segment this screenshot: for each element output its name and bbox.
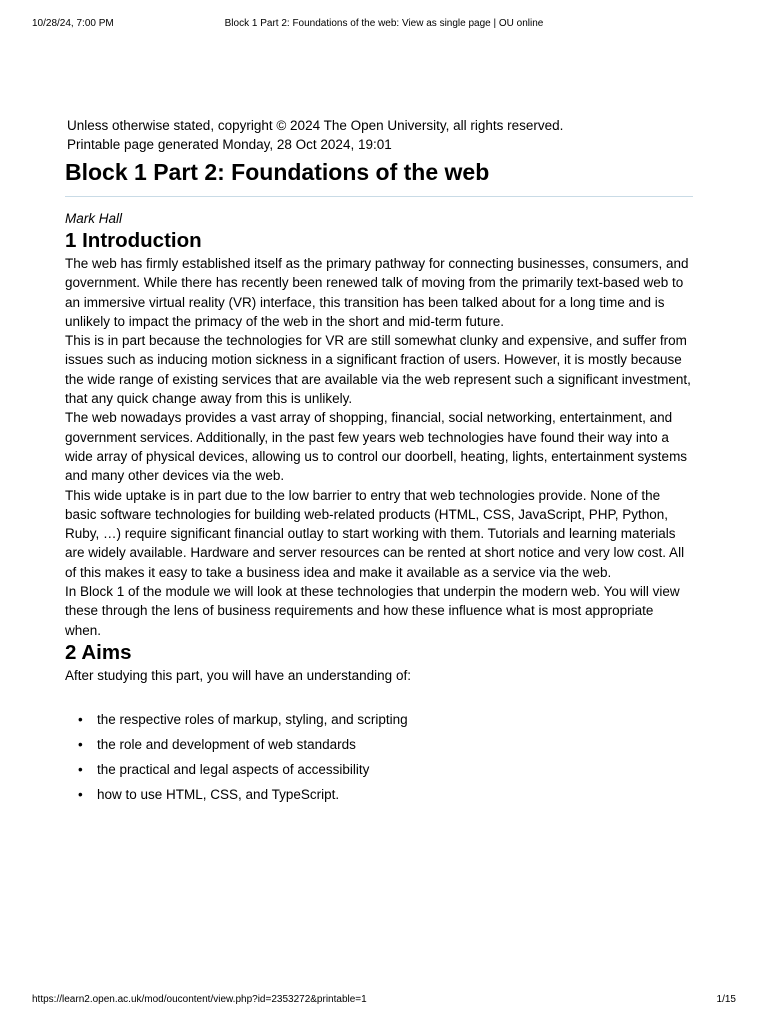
aims-intro: After studying this part, you will have an understanding of: bbox=[65, 667, 411, 683]
print-datetime: 10/28/24, 7:00 PM bbox=[32, 18, 114, 29]
list-item bbox=[65, 710, 693, 729]
bullet-icon: • bbox=[78, 762, 83, 778]
document-content bbox=[65, 116, 693, 810]
list-item-text: the respective roles of markup, styling, and scripting bbox=[97, 712, 408, 728]
generated-timestamp: Printable page generated Monday, 28 Oct 2024, 19:01 bbox=[67, 137, 392, 152]
title-divider bbox=[65, 196, 693, 197]
print-header bbox=[32, 17, 736, 31]
intro-paragraph: This is in part because the technologies for VR are still somewhat clunky and expensive, and suffer from issues such as inducing motion sickness in a significant fraction of users. However, it is mostly because the wide range of existing services that are available via the web represent such a significant investment, that any quick change away from this is unlikely. bbox=[65, 333, 691, 407]
aims-list bbox=[65, 710, 693, 804]
bullet-icon: • bbox=[78, 787, 83, 803]
author-name: Mark Hall bbox=[65, 211, 123, 226]
list-item bbox=[65, 760, 693, 779]
copyright-notice: Unless otherwise stated, copyright © 2024 The Open University, all rights reserved. bbox=[67, 118, 564, 133]
intro-paragraph: The web nowadays provides a vast array of shopping, financial, social networking, entertainment, and government services. Additionally, in the past few years web technologies have found their way into a wide array of physical devices, allowing us to control our doorbell, heating, lights, entertainment systems and many other devices via the web. bbox=[65, 410, 688, 484]
introduction-heading: 1 Introduction bbox=[65, 229, 202, 252]
aims-heading: 2 Aims bbox=[65, 640, 132, 664]
list-item bbox=[65, 735, 693, 754]
introduction-section bbox=[65, 228, 693, 640]
print-page-title: Block 1 Part 2: Foundations of the web: View as single page | OU online bbox=[224, 18, 544, 29]
bullet-icon: • bbox=[78, 737, 83, 753]
page-number: 1/15 bbox=[716, 994, 736, 1005]
bullet-icon: • bbox=[78, 712, 83, 728]
list-item-text: the role and development of web standards bbox=[97, 737, 356, 753]
print-url: https://learn2.open.ac.uk/mod/oucontent/view.php?id=2353272&printable=1 bbox=[32, 994, 367, 1005]
intro-paragraph: In Block 1 of the module we will look at these technologies that underpin the modern web. You will view these through the lens of business requirements and how these influence what is most appropriate when. bbox=[65, 584, 680, 638]
list-item-text: how to use HTML, CSS, and TypeScript. bbox=[97, 787, 340, 803]
list-item-text: the practical and legal aspects of accessibility bbox=[97, 762, 370, 778]
page-title: Block 1 Part 2: Foundations of the web bbox=[65, 159, 490, 185]
print-footer bbox=[32, 993, 736, 1007]
intro-paragraph: This wide uptake is in part due to the low barrier to entry that web technologies provide. None of the basic software technologies for building web-related products (HTML, CSS, JavaScript, PHP, Python, Ruby, …) require significant financial outlay to start working with them. Tutorials and learning materials are widely available. Hardware and server resources can be rented at short notice and very low cost. All of this makes it easy to take a business idea and make it available as a service via the web. bbox=[65, 487, 685, 580]
aims-section bbox=[65, 640, 693, 804]
intro-paragraph: The web has firmly established itself as the primary pathway for connecting businesses, consumers, and government. While there has recently been renewed talk of moving from the primarily text-based web to an immersive virtual reality (VR) interface, this transition has been talked about for a long time and is unlikely to impact the primacy of the web in the short and mid-term future. bbox=[65, 256, 689, 329]
list-item bbox=[65, 785, 693, 804]
